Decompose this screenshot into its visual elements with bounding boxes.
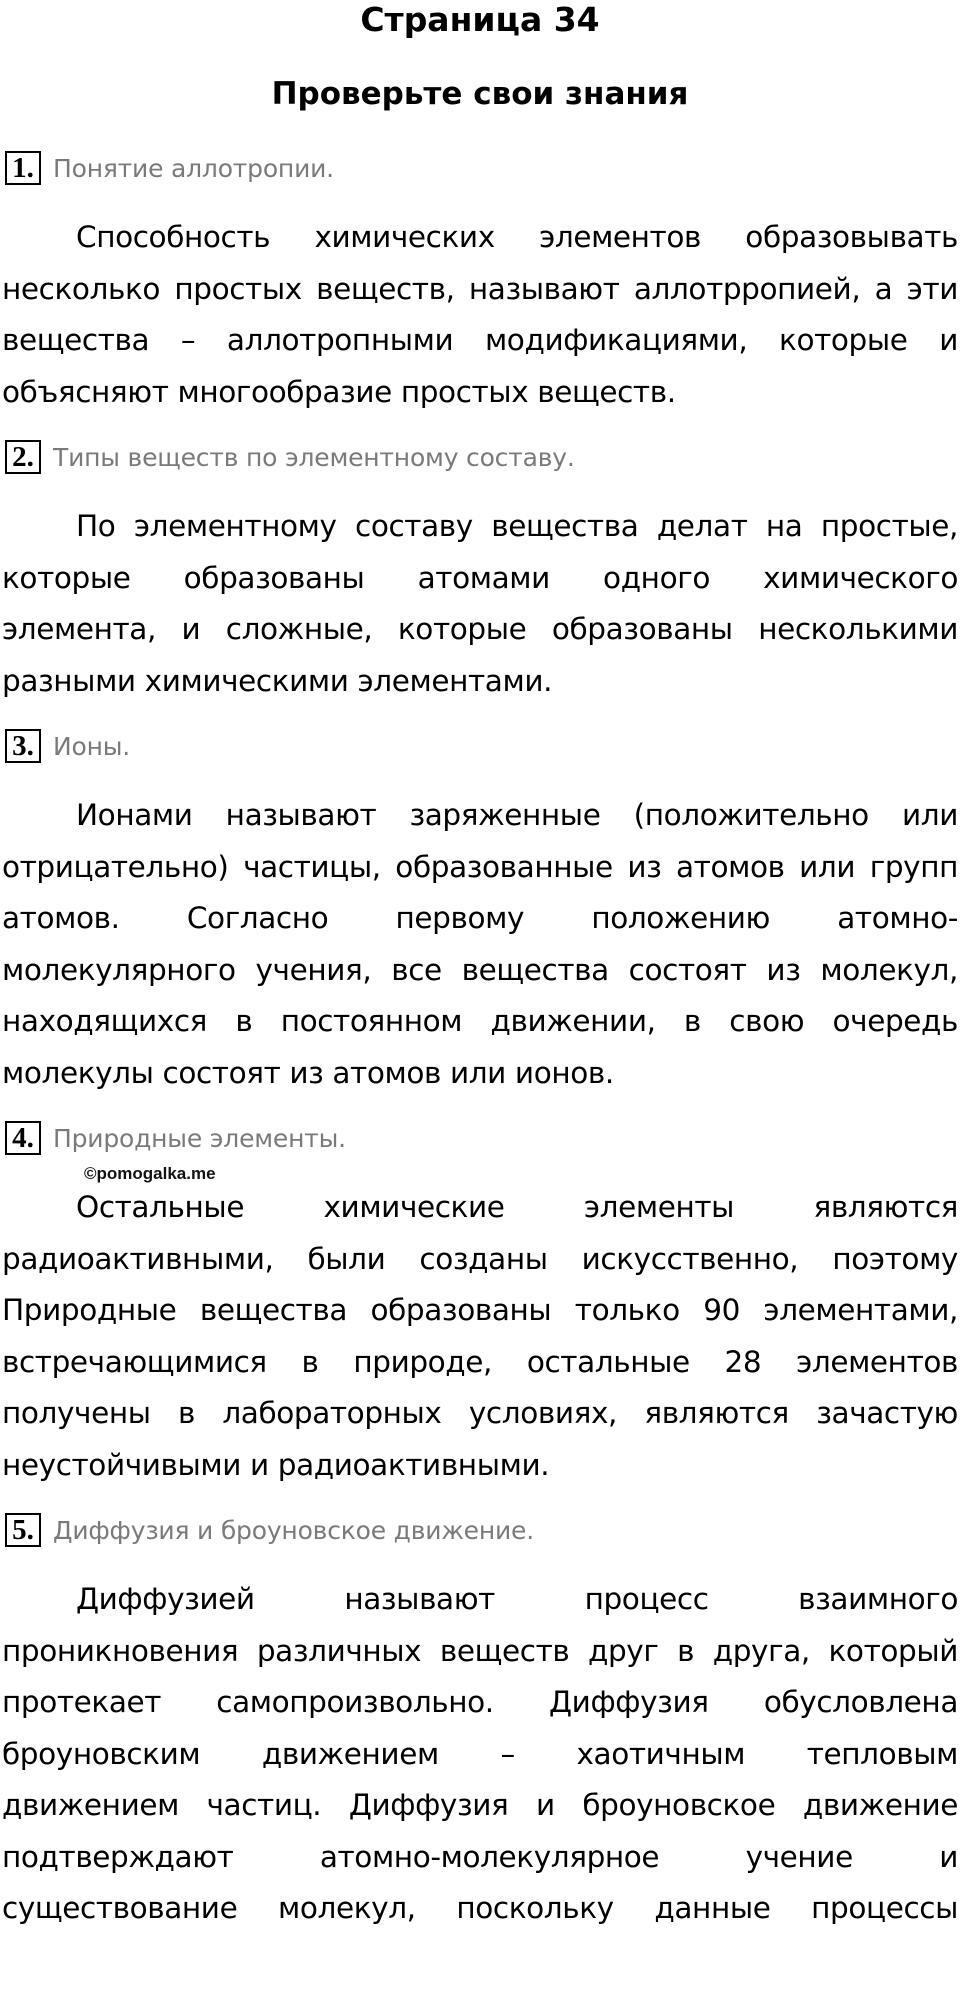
page-subtitle: Проверьте свои знания — [271, 76, 689, 112]
question-block — [0, 437, 960, 707]
answer-line: молекулярного учения, все вещества состоят из молекул, — [2, 952, 958, 987]
question-header — [5, 148, 960, 188]
answer-line: проникновения различных веществ друг в друга, который — [2, 1633, 958, 1668]
question-header — [5, 437, 960, 477]
answer-line: Ионами называют заряженные (положительно или — [76, 798, 958, 832]
answer-line: атомов. Согласно первому положению атомно- — [2, 901, 958, 935]
question-header — [5, 1118, 960, 1158]
question-block — [0, 1118, 960, 1491]
answer-line: элемента, и сложные, которые образованы несколькими — [2, 612, 958, 646]
watermark: ©pomogalka.me — [84, 1164, 216, 1183]
answer-line: объясняют многообразие простых веществ. — [2, 374, 676, 409]
question-block — [0, 1510, 960, 1935]
answer-line: которые образованы атомами одного химического — [2, 560, 958, 595]
answer-line: Диффузией называют процесс взаимного — [76, 1582, 958, 1616]
answer-line: броуновским движением – хаотичным тепловым — [2, 1736, 958, 1771]
question-number: 2. — [5, 440, 41, 474]
answer-line: радиоактивными, были созданы искусственно, поэтому — [2, 1241, 958, 1276]
question-prompt: Диффузия и броуновское движение. — [53, 1515, 534, 1545]
question-prompt: Понятие аллотропии. — [53, 153, 334, 183]
question-number: 4. — [5, 1121, 41, 1155]
answer-paragraph — [0, 501, 960, 707]
answer-line: находящихся в постоянном движении, в свою очередь — [2, 1004, 958, 1038]
answer-line: молекулы состоят из атомов или ионов. — [2, 1055, 614, 1090]
answer-line: разными химическими элементами. — [2, 663, 553, 698]
answer-line: вещества – аллотропными модификациями, которые и — [2, 323, 958, 357]
answer-line: отрицательно) частицы, образованные из атомов или групп — [2, 849, 958, 884]
question-number: 1. — [5, 151, 41, 185]
answer-paragraph — [0, 1574, 960, 1935]
answer-paragraph — [0, 212, 960, 418]
answer-line: Остальные химические элементы являются — [76, 1190, 958, 1224]
answer-line: Природные вещества образованы только 90 элементами, — [2, 1293, 958, 1327]
question-header — [5, 1510, 960, 1550]
question-block — [0, 726, 960, 1099]
answer-line: Способность химических элементов образовывать — [76, 220, 958, 254]
answer-paragraph — [0, 790, 960, 1099]
answer-line: встречающимися в природе, остальные 28 элементов — [2, 1344, 958, 1379]
answer-line: По элементному составу вещества делат на простые, — [76, 509, 958, 543]
answer-line: несколько простых веществ, называют аллотрропией, а эти — [2, 271, 958, 306]
question-prompt: Природные элементы. — [53, 1123, 346, 1153]
question-block — [0, 148, 960, 418]
answer-line: подтверждают атомно-молекулярное учение и — [2, 1839, 958, 1874]
answer-line: получены в лабораторных условиях, являются зачастую — [2, 1396, 958, 1430]
question-header — [5, 726, 960, 766]
question-prompt: Типы веществ по элементному составу. — [53, 442, 575, 472]
answer-line: неустойчивыми и радиоактивными. — [2, 1447, 550, 1482]
question-number: 5. — [5, 1513, 41, 1547]
question-prompt: Ионы. — [53, 731, 131, 761]
question-number: 3. — [5, 729, 41, 763]
answer-line: движением частиц. Диффузия и броуновское движение — [2, 1788, 958, 1822]
answer-paragraph — [0, 1182, 960, 1491]
page-title: Страница 34 — [360, 0, 600, 39]
answer-line: протекает самопроизвольно. Диффузия обусловлена — [2, 1685, 958, 1719]
answer-line: существование молекул, поскольку данные процессы — [2, 1891, 958, 1925]
